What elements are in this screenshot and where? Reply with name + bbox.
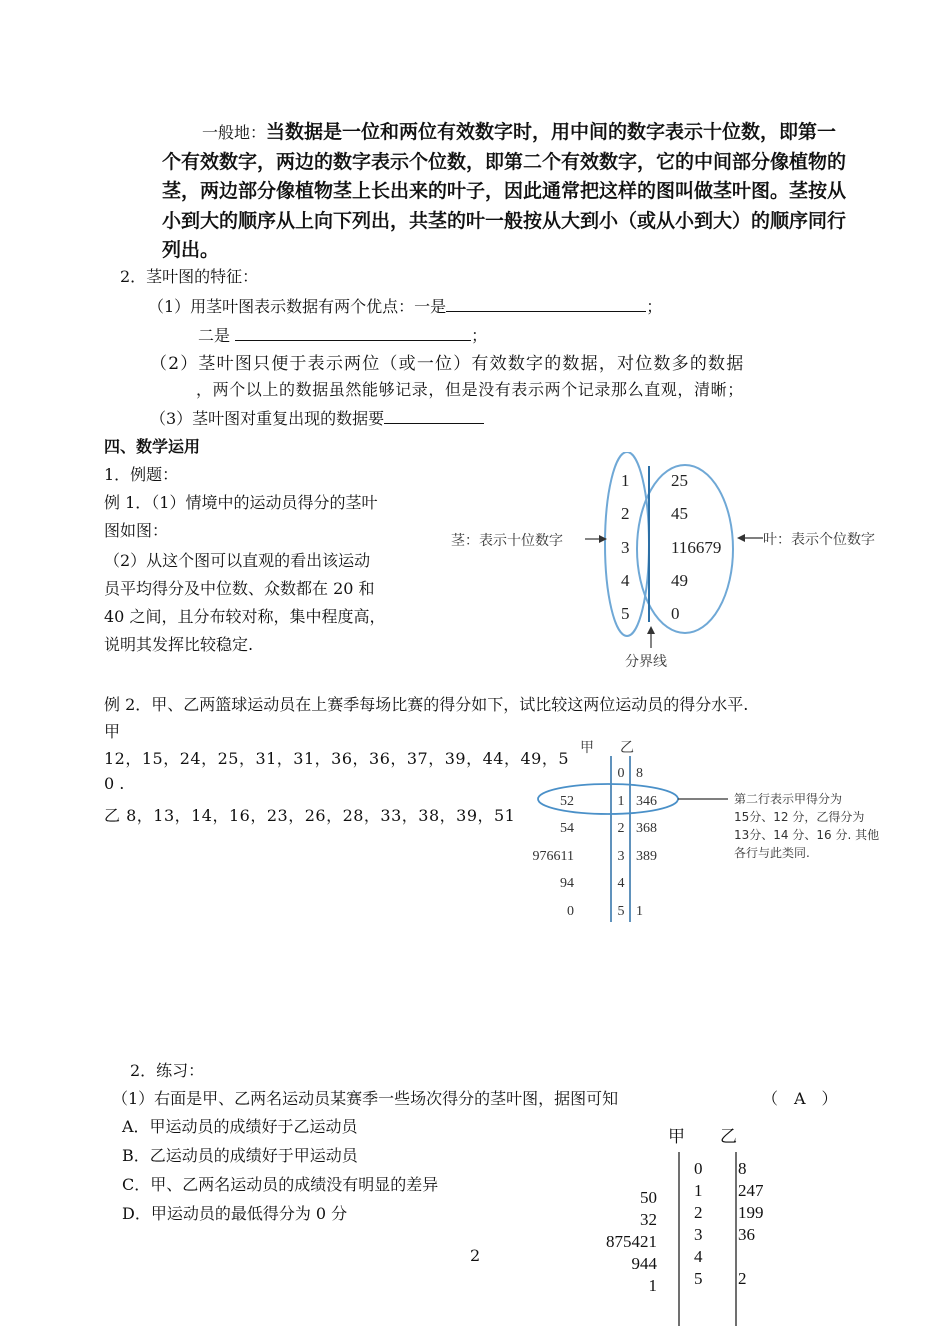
features-heading: 2．茎叶图的特征：	[120, 267, 259, 286]
fig3-right-3: 36	[738, 1225, 755, 1244]
divider-label: 分界线	[625, 654, 667, 670]
ex1-line3: （2）从这个图可以直观的看出该运动	[104, 551, 371, 570]
ex1-line6: 说明其发挥比较稳定.	[104, 635, 254, 654]
fig2-highlight-ellipse	[538, 784, 678, 814]
option-d[interactable]: D．甲运动员的最低得分为 0 分	[122, 1204, 348, 1223]
feature-2a: （2）茎叶图只便于表示两位（或一位）有效数字的数据，对位数多的数据	[150, 354, 745, 374]
feature-3	[150, 406, 484, 429]
ex2-line1: 例 2．甲、乙两篮球运动员在上赛季每场比赛的得分如下，试比较这两位运动员的得分水平.	[104, 695, 749, 714]
ex2-jia-data-1: 12，15，24，25，31，31，36，36，37，39，44，49，5	[104, 749, 569, 768]
fig2-right-0: 8	[636, 766, 643, 781]
fig2-stem-3: 3	[617, 849, 625, 864]
fig2-right-2: 368	[636, 821, 657, 836]
fig3-stem-2: 2	[694, 1203, 703, 1222]
feature-2b: ，两个以上的数据虽然能够记录，但是没有表示两个记录那么直观，清晰；	[196, 380, 744, 399]
fig3-stem-4: 4	[694, 1247, 703, 1266]
fig2-left-1: 52	[560, 794, 574, 809]
fig2-stem-5: 5	[617, 904, 625, 919]
page-number: 2	[470, 1246, 481, 1265]
fig3-right-1: 247	[738, 1181, 764, 1200]
practice-heading: 2．练习：	[130, 1061, 205, 1080]
fig2-left-5: 0	[567, 904, 574, 919]
fig2-note-2: 15分、12 分，乙得分为	[734, 810, 865, 824]
option-a[interactable]: A．甲运动员的成绩好于乙运动员	[122, 1117, 358, 1136]
fig2-right-1: 346	[636, 794, 657, 809]
fig2-left-4: 94	[560, 876, 574, 891]
leaf-4: 49	[671, 571, 688, 590]
fig2-right-5: 1	[636, 904, 643, 919]
feature-1a-text: （1）用茎叶图表示数据有两个优点：一是	[148, 297, 447, 316]
fig2-stem-1: 1	[617, 794, 625, 809]
fig3-right-2: 199	[738, 1203, 764, 1222]
feature-1a	[148, 294, 662, 317]
stem-1: 1	[621, 471, 630, 490]
feature-1b-end: ；	[471, 326, 488, 345]
fig2-head-left: 甲	[580, 741, 594, 756]
ex1-line4: 员平均得分及中位数、众数都在 20 和	[104, 579, 375, 598]
practice-q1: （1）右面是甲、乙两名运动员某赛季一些场次得分的茎叶图，据图可知	[112, 1089, 619, 1108]
stem-2: 2	[621, 504, 630, 523]
general-lead: 一般地：	[202, 123, 267, 142]
ex2-jia-data-2: 0 .	[104, 774, 125, 793]
fig3-stem-3: 3	[694, 1225, 703, 1244]
examples-heading: 1．例题：	[104, 465, 179, 484]
ex2-yi-data: 乙 8，13，14，16，23，26，28，33，38，39，51	[104, 806, 516, 825]
fig3-stem-5: 5	[694, 1269, 703, 1288]
fig2-note-4: 各行与此类同.	[734, 846, 810, 860]
fig3-stem-1: 1	[694, 1181, 703, 1200]
fig3-left-3: 875421	[606, 1232, 657, 1251]
ex2-jia-label: 甲	[104, 722, 121, 741]
leaf-2: 45	[671, 504, 688, 523]
leaf-5: 0	[671, 604, 680, 623]
fig2-stem-0: 0	[617, 766, 625, 781]
leaf-arrow-head	[737, 534, 745, 542]
fig2-stem-2: 2	[617, 821, 625, 836]
stem-leaf-figure-3	[596, 1122, 816, 1328]
stem-leaf-figure-1	[445, 452, 915, 678]
feature-1a-end: ；	[646, 297, 663, 316]
leaf-label: 叶：表示个位数字	[763, 532, 875, 548]
fig2-stem-4: 4	[617, 876, 625, 891]
blank-3[interactable]	[384, 423, 484, 424]
feature-3-text: （3）茎叶图对重复出现的数据要	[150, 409, 385, 428]
stem-label: 茎：表示十位数字	[451, 533, 563, 549]
stem-5: 5	[621, 604, 630, 623]
stem-4: 4	[621, 571, 630, 590]
leaf-1: 25	[671, 471, 688, 490]
general-paragraph	[162, 118, 852, 266]
fig3-left-4: 944	[631, 1254, 657, 1273]
stem-leaf-figure-2	[512, 738, 892, 924]
fig3-head-left: 甲	[668, 1127, 685, 1146]
fig2-right-3: 389	[636, 849, 657, 864]
leaf-3: 116679	[671, 538, 722, 557]
feature-1b-text: 二是	[198, 326, 231, 345]
feature-1b	[198, 323, 487, 346]
fig3-head-right: 乙	[720, 1127, 737, 1146]
general-text: 当数据是一位和两位有效数字时，用中间的数字表示十位数，即第一个有效数字，两边的数字表示个位数，即第二个有效数字，它的中间部分像植物的茎，两边部分像植物茎上长出来的叶子，因此通常把这样的图叫做茎叶图。茎按从小到大的顺序从上向下列出，共茎的叶一般按从大到小（或从小到大）的顺序同行列出。	[162, 121, 847, 261]
fig2-head-right: 乙	[620, 741, 634, 756]
fig2-left-3: 976611	[532, 849, 574, 864]
blank-2[interactable]	[235, 340, 471, 341]
practice-answer: （ A ）	[762, 1089, 838, 1108]
fig3-right-5: 2	[738, 1269, 747, 1288]
stem-3: 3	[621, 538, 630, 557]
fig2-note-3: 13分、14 分、16 分. 其他	[734, 828, 880, 842]
fig3-stem-0: 0	[694, 1159, 703, 1178]
blank-1[interactable]	[446, 311, 646, 312]
divider-arrow-head	[647, 626, 655, 634]
ex1-line5: 40 之间，且分布较对称，集中程度高，	[104, 607, 386, 626]
fig3-left-1: 50	[640, 1188, 657, 1207]
option-c[interactable]: C．甲、乙两名运动员的成绩没有明显的差异	[122, 1175, 439, 1194]
ex1-line1: 例 1．（1）情境中的运动员得分的茎叶	[104, 493, 378, 512]
fig3-left-2: 32	[640, 1210, 657, 1229]
option-b[interactable]: B．乙运动员的成绩好于甲运动员	[122, 1146, 358, 1165]
fig3-left-5: 1	[648, 1276, 657, 1295]
fig2-left-2: 54	[560, 821, 574, 836]
ex1-line2: 图如图：	[104, 521, 169, 540]
section4-heading: 四、数学运用	[104, 437, 201, 456]
fig2-note-1: 第二行表示甲得分为	[734, 792, 843, 806]
fig3-right-0: 8	[738, 1159, 747, 1178]
